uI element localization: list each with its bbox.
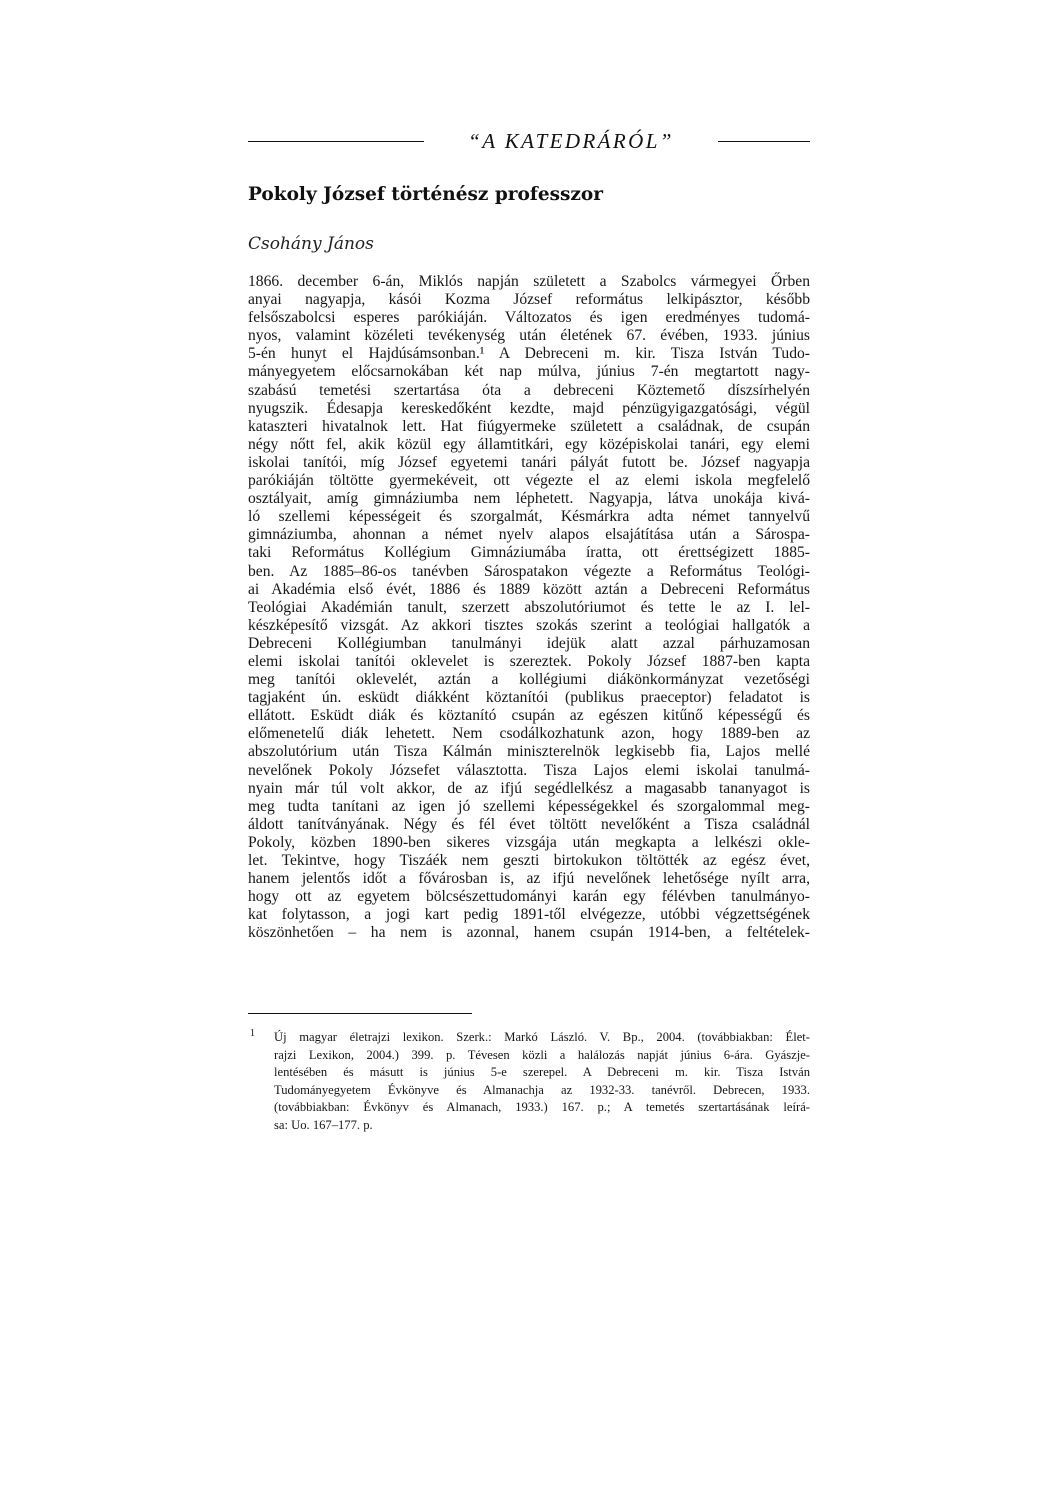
body-line: hogy ott az egyetem bölcsészettudományi karán egy félévben tanulmányo- — [248, 888, 810, 906]
body-line: készképesítő vizsgát. Az akkori tisztes szokás szerint a teológiai hallgatók a — [248, 616, 810, 634]
body-line: nyugszik. Édesapja kereskedőként kezdte, majd pénzügyigazgatósági, végül — [248, 399, 810, 417]
body-line: nyain már túl volt akkor, de az ifjú segédlelkész a magasabb tananyagot is — [248, 779, 810, 797]
footnote-line: rajzi Lexikon, 2004.) 399. p. Tévesen közli a halálozás napját június 6-ára. Gyászje- — [274, 1047, 810, 1062]
section-title: “A KATEDRÁRÓL” — [468, 129, 674, 153]
body-line: meg tanítói oklevelét, aztán a kollégiumi diákönkormányzat vezetőségi — [248, 671, 810, 689]
body-line: mányegyetem előcsarnokában két nap múlva, június 7-én megtartott nagy- — [248, 363, 810, 381]
body-line: Debreceni Kollégiumban tanulmányi idejük alatt azzal párhuzamosan — [248, 634, 810, 652]
body-line: anyai nagyapja, kásói Kozma József református lelkipásztor, később — [248, 291, 810, 309]
body-line: kataszteri hivatalnok lett. Hat fiúgyermeke született a családnak, de csupán — [248, 417, 810, 435]
body-line: szabású temetési szertartása óta a debreceni Köztemető díszsírhelyén — [248, 381, 810, 399]
journal-page — [248, 0, 810, 1497]
body-line: ben. Az 1885–86-os tanévben Sárospatakon végezte a Református Teológi- — [248, 562, 810, 580]
section-header — [248, 126, 810, 156]
footnote-rule — [248, 1013, 472, 1014]
footnote-line: lentésében és másutt is június 5-e szerepel. A Debreceni m. kir. Tisza István — [274, 1065, 810, 1080]
footnote-line: Tudományegyetem Évkönyve és Almanachja az 1932-33. tanévről. Debrecen, 1933. — [274, 1082, 810, 1097]
body-line: négy nőtt fel, akik közül egy államtitkári, egy középiskolai tanári, egy elemi — [248, 435, 810, 453]
footnote-text — [274, 1029, 810, 1135]
footnote-line: Új magyar életrajzi lexikon. Szerk.: Markó László. V. Bp., 2004. (továbbiakban: Élet- — [274, 1030, 810, 1044]
body-line: Teológiai Akadémián tanult, szerzett abszolutóriumot és tette le az I. lel- — [248, 598, 810, 616]
footnote-line: sa: Uo. 167–177. p. — [274, 1117, 373, 1132]
body-line: parókiáján töltötte gyermekéveit, ott végezte el az elemi iskola megfelelő — [248, 472, 810, 490]
article-body — [248, 273, 810, 942]
body-line: abszolutórium után Tisza Kálmán miniszterelnök legkisebb fia, Lajos mellé — [248, 743, 810, 761]
body-line: taki Református Kollégium Gimnáziumába íratta, ott érettségizett 1885- — [248, 544, 810, 562]
header-rule-left — [248, 141, 424, 142]
body-line: tagjaként ún. esküdt diákként köztanítói (publikus praeceptor) feladatot is — [248, 689, 810, 707]
body-line: előmenetelű diák lehetett. Nem csodálkozhatunk azon, hogy 1889-ben az — [248, 725, 810, 743]
article-title: Pokoly József történész professzor — [248, 184, 604, 205]
body-line: kat folytasson, a jogi kart pedig 1891-től elvégezze, utóbbi végzettségének — [248, 906, 810, 924]
body-line: Pokoly, közben 1890-ben sikeres vizsgája után megkapta a lelkészi okle- — [248, 833, 810, 851]
body-line: hanem jelentős időt a fővárosban is, az ifjú nevelőnek lehetősége nyílt arra, — [248, 870, 810, 888]
body-line: 1866. december 6-án, Miklós napján született a Szabolcs vármegyei Őrben — [248, 273, 810, 290]
body-line: iskolai tanítói, míg József egyetemi tanári pályát futott be. József nagyapja — [248, 453, 810, 471]
body-line: let. Tekintve, hogy Tiszáék nem geszti birtokukon töltötték az egész évet, — [248, 852, 810, 869]
body-line: köszönhetően – ha nem is azonnal, hanem csupán 1914-ben, a feltételek- — [248, 924, 810, 942]
article-author: Csohány János — [248, 234, 374, 254]
body-line: nyos, valamint közéleti tevékenység után életének 67. évében, 1933. június — [248, 327, 810, 345]
body-line: ellátott. Esküdt diák és köztanító csupán az egészen kitűnő képességű és — [248, 707, 810, 725]
body-line: 5-én hunyt el Hajdúsámsonban.¹ A Debreceni m. kir. Tisza István Tudo- — [248, 345, 810, 363]
body-line: ai Akadémia első évét, 1886 és 1889 között aztán a Debreceni Református — [248, 580, 810, 598]
footnote-line: (továbbiakban: Évkönyv és Almanach, 1933.) 167. p.; A temetés szertartásának leírá- — [274, 1100, 810, 1115]
footnote-number: 1 — [250, 1028, 255, 1039]
body-line: osztályait, amíg gimnáziumba nem léphetett. Nagyapja, látva unokája kivá- — [248, 490, 810, 508]
body-line: gimnáziumba, ahonnan a német nyelv alapos elsajátítása után a Sárospa- — [248, 526, 810, 544]
body-line: áldott tanítványának. Négy és fél évet töltött nevelőként a Tisza családnál — [248, 815, 810, 833]
body-line: meg tudta tanítani az igen jó szellemi képességekkel és szorgalommal meg- — [248, 797, 810, 815]
body-line: elemi iskolai tanítói oklevelet is szereztek. Pokoly József 1887-ben kapta — [248, 652, 810, 670]
body-line: ló szellemi képességeit és szorgalmát, Késmárkra adta német tannyelvű — [248, 508, 810, 526]
header-rule-right — [718, 141, 810, 142]
body-line: nevelőnek Pokoly Józsefet választotta. Tisza Lajos elemi iskolai tanulmá- — [248, 761, 810, 779]
body-line: felsőszabolcsi esperes parókiáján. Változatos és igen eredményes tudomá- — [248, 309, 810, 327]
